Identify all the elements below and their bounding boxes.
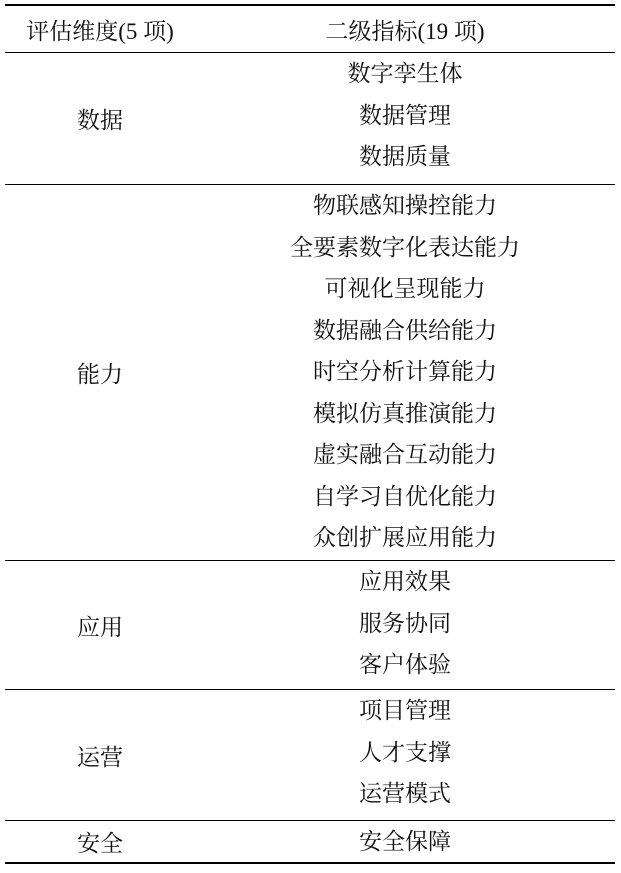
group-capability <box>5 185 615 561</box>
dimension-label: 安全 <box>77 831 123 856</box>
dimension-label: 数据 <box>77 108 123 133</box>
indicator-item: 数据质量 <box>359 144 451 169</box>
group-data <box>5 53 615 185</box>
indicator-item: 物联感知操控能力 <box>313 193 497 218</box>
indicator-item: 模拟仿真推演能力 <box>313 400 497 426</box>
indicator-item: 数据管理 <box>359 102 451 128</box>
dimension-label: 运营 <box>77 744 123 770</box>
indicator-item: 自学习自优化能力 <box>313 483 497 509</box>
indicator-item: 运营模式 <box>359 781 451 806</box>
indicator-item: 全要素数字化表达能力 <box>290 234 520 260</box>
indicator-item: 可视化呈现能力 <box>324 276 486 301</box>
header-dimension: 评估维度(5 项) <box>26 18 174 44</box>
indicator-item: 项目管理 <box>359 698 451 723</box>
indicator-item: 众创扩展应用能力 <box>313 525 497 550</box>
indicator-list <box>195 185 615 560</box>
evaluation-table <box>5 4 615 864</box>
indicator-list <box>195 53 615 184</box>
indicator-list <box>195 690 615 820</box>
table-header <box>5 6 615 53</box>
group-security <box>5 821 615 862</box>
header-indicator: 二级指标(19 项) <box>325 18 485 44</box>
indicator-item: 应用效果 <box>359 569 451 594</box>
indicator-item: 服务协同 <box>359 610 451 636</box>
indicator-item: 人才支撑 <box>359 739 451 765</box>
indicator-item: 客户体验 <box>359 652 451 677</box>
dimension-label: 应用 <box>77 614 123 640</box>
dimension-label: 能力 <box>77 362 123 387</box>
indicator-item: 时空分析计算能力 <box>313 359 497 384</box>
indicator-item: 虚实融合互动能力 <box>313 442 497 467</box>
group-operation <box>5 690 615 821</box>
indicator-item: 安全保障 <box>359 829 451 854</box>
indicator-list <box>195 821 615 862</box>
indicator-list <box>195 561 615 689</box>
indicator-item: 数字孪生体 <box>347 61 463 86</box>
indicator-item: 数据融合供给能力 <box>313 317 497 343</box>
group-application <box>5 561 615 690</box>
